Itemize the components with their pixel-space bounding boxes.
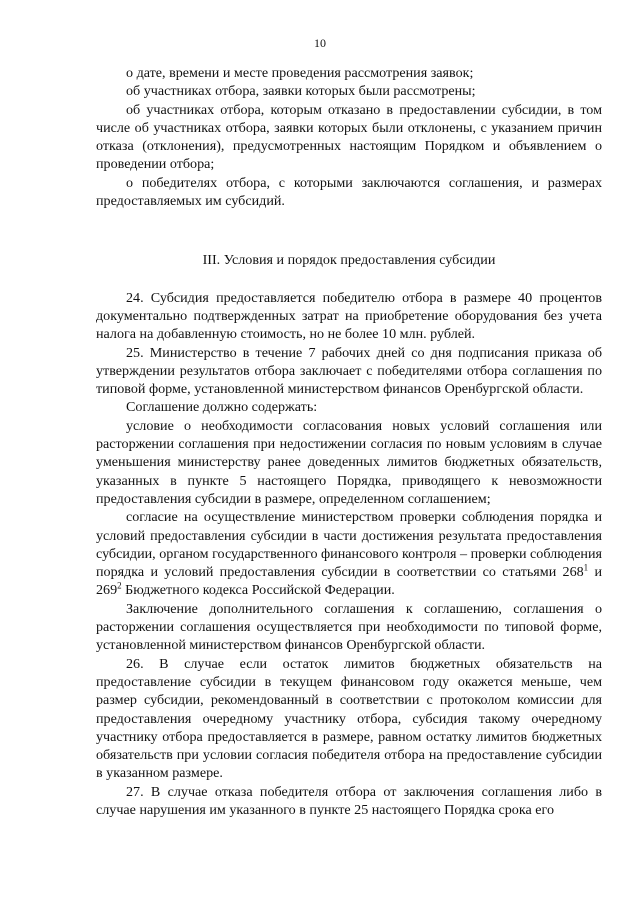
superscript-2: 2: [117, 580, 122, 591]
consent-text-b: и 269: [96, 564, 602, 599]
paragraph-25: 25. Министерство в течение 7 рабочих дней со дня подписания приказа об утверждении результатов отбора заключает с победителями отбора соглашения по типовой форме, установленной министерством финансов Оренбургской области.: [96, 344, 602, 398]
agreement-intro: Соглашение должно содержать:: [126, 399, 318, 416]
consent-text-a: согласие на осуществление министерством проверки соблюдения порядка и условий предоставления субсидии в части достижения результата предоставления субсидии, органом государственного финансового контроля – проверки соблюдения порядка и условий предоставления субсидии в соответствии со статьями 268: [96, 509, 602, 581]
paragraph-27: 27. В случае отказа победителя отбора от заключения соглашения либо в случае нарушения им указанного в пункте 25 настоящего Порядка срока его: [96, 783, 602, 818]
agreement-condition: условие о необходимости согласования новых условий соглашения или расторжении соглашения при недостижении согласия по новым условиям в случае уменьшения министерству ранее доведенных лимитов бюджетных обязательств, указанных в пункте 5 настоящего Порядка, приводящего к невозможности предоставления субсидии в размере, определенном соглашением;: [96, 417, 602, 507]
section-heading: III. Условия и порядок предоставления субсидии: [202, 252, 496, 269]
page-number: 10: [314, 36, 326, 50]
document-body: [96, 64, 602, 819]
intro-item-date: о дате, времени и месте проведения рассмотрения заявок;: [126, 65, 474, 81]
consent-text-c: Бюджетного кодекса Российской Федерации.: [121, 582, 395, 599]
intro-item-rejected: об участниках отбора, которым отказано в предоставлении субсидии, в том числе об участниках отбора, заявки которых были отклонены, с указанием причин отказа (отклонения), предусмотренных настоящим Порядком и объявлением о проведении отбора;: [96, 101, 602, 173]
intro-item-winners: о победителях отбора, с которыми заключаются соглашения, и размерах предоставляемых им субсидий.: [96, 174, 602, 210]
paragraph-24: 24. Субсидия предоставляется победителю отбора в размере 40 процентов документально подтвержденных затрат на приобретение оборудования без учета налога на добавленную стоимость, но не более 10 млн. рублей.: [96, 289, 602, 343]
intro-item-reviewed: об участниках отбора, заявки которых были рассмотрены;: [126, 83, 476, 100]
additional-agreement: Заключение дополнительного соглашения к соглашению, соглашения о расторжении соглашения осуществляется при необходимости по типовой форме, установленной министерством финансов Оренбургской области.: [96, 600, 602, 654]
spacer: [96, 270, 602, 289]
paragraph-26: 26. В случае если остаток лимитов бюджетных обязательств на предоставление субсидии в текущем финансовом году окажется меньше, чем размер субсидии, рекомендованный в соответствии с протоколом комиссии для предоставления очередному участнику отбора, субсидия такому очередному участнику отбора предоставляется в размере, равном остатку лимитов бюджетных обязательств при условии согласия победителя отбора на предоставление субсидии в указанном размере.: [96, 655, 602, 782]
agreement-consent: [96, 508, 602, 599]
spacer: [96, 210, 602, 251]
superscript-1: 1: [583, 562, 589, 573]
